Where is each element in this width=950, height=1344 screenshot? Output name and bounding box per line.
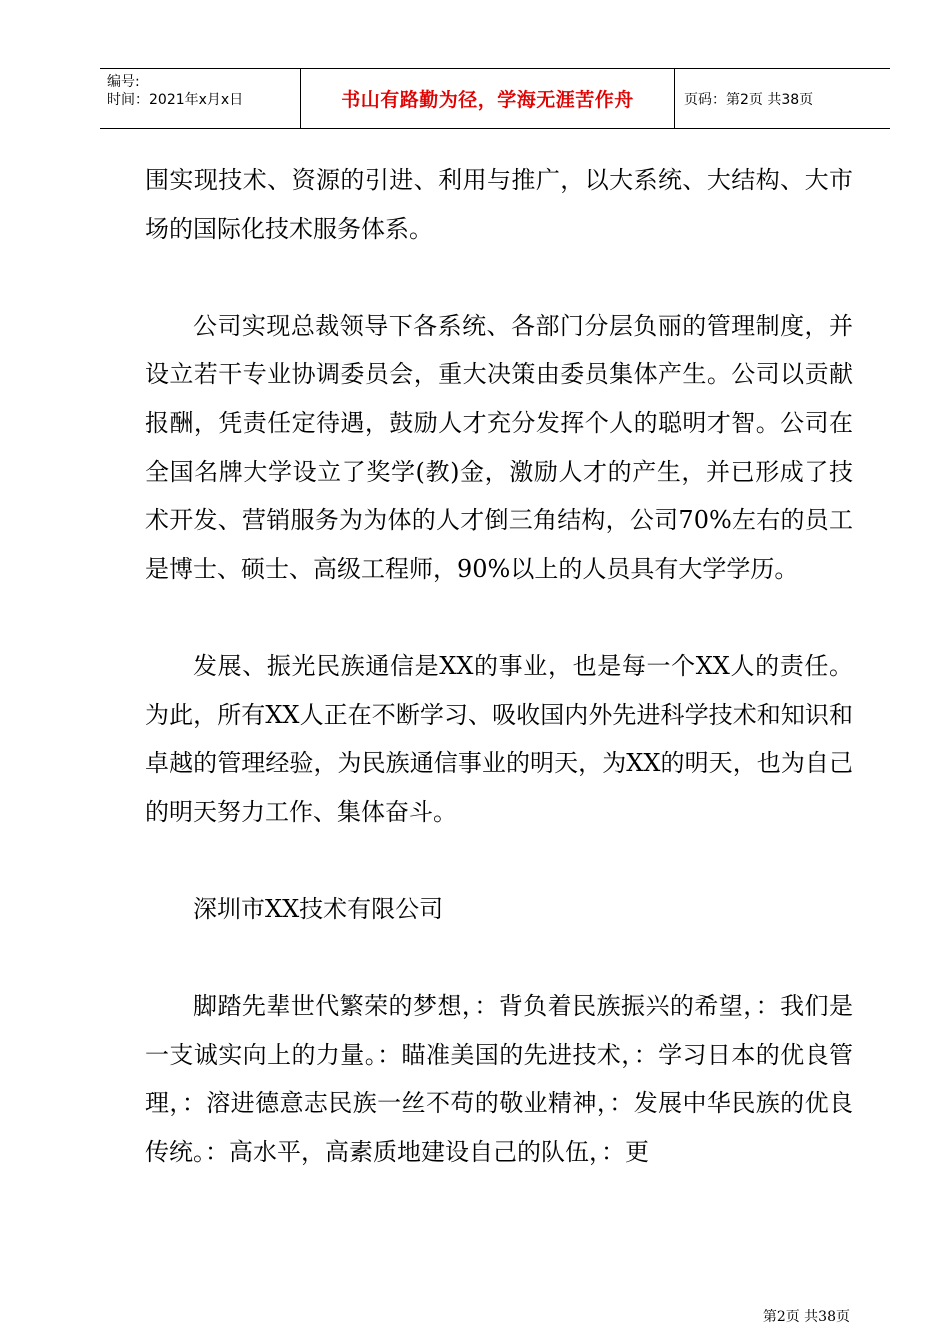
paragraph: 发展、振光民族通信是XX的事业，也是每一个XX人的责任。为此，所有XX人正在不断学习、吸收国内外先进科学技术和知识和卓越的管理经验，为民族通信事业的明天，为XX的明天，也为自己的明天努力工作、集体奋斗。	[145, 651, 853, 826]
company-name: 深圳市XX技术有限公司	[193, 894, 444, 923]
paragraph: 公司实现总裁领导下各系统、各部门分层负丽的管理制度，并设立若干专业协调委员会，重大决策由委员集体产生。公司以贡献报酬，凭责任定待遇，鼓励人才充分发挥个人的聪明才智。公司在全国名牌大学设立了奖学(教)金，激励人才的产生，并已形成了技术开发、营销服务为为体的人才倒三角结构，公司70%左右的员工是博士、硕士、高级工程师，90%以上的人员具有大学学历。	[145, 311, 853, 583]
header-meta	[100, 69, 301, 128]
paragraph-continued: 围实现技术、资源的引进、利用与推广，以大系统、大结构、大市场的国际化技术服务体系。	[145, 166, 853, 243]
time-label: 时间：2021年x月x日	[107, 92, 244, 108]
page-header	[100, 68, 890, 129]
page-footer: 第2页 共38页	[762, 1309, 850, 1325]
header-page-info: 页码：第2页 共38页	[684, 91, 814, 108]
document-body	[145, 156, 853, 1176]
number-label: 编号:	[107, 74, 140, 90]
paragraph: 脚踏先辈世代繁荣的梦想，：背负着民族振兴的希望，：我们是一支诚实向上的力量。：瞄准美国的先进技术，：学习日本的优良管理，：溶进德意志民族一丝不苟的敬业精神，：发展中华民族的优良传统。：高水平，高素质地建设自己的队伍，：更	[145, 992, 853, 1166]
header-motto: 书山有路勤为径，学海无涯苦作舟	[301, 69, 675, 128]
